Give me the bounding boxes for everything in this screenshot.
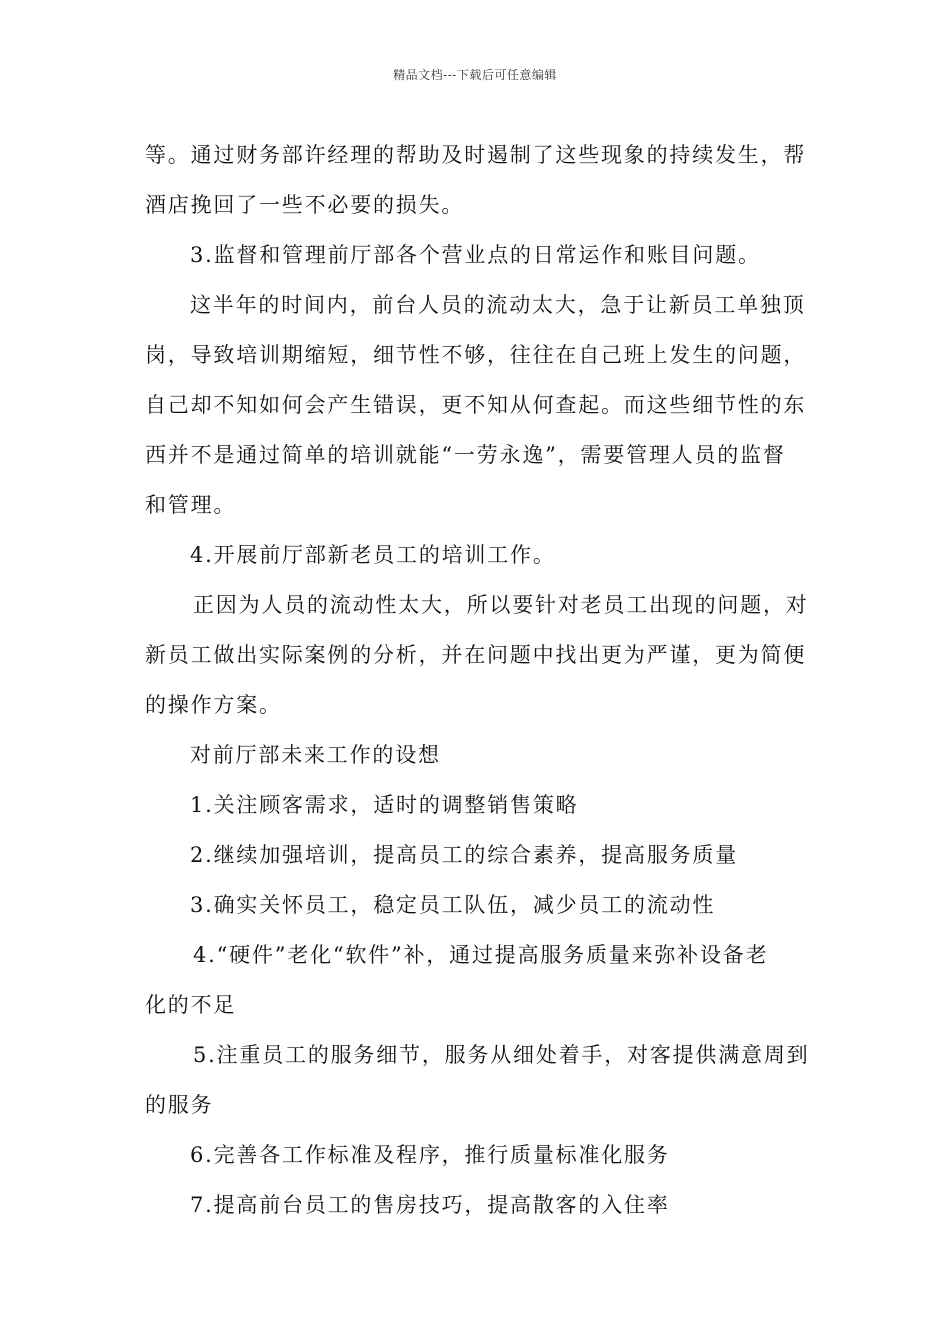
section-heading: 4.开展前厅部新老员工的培训工作。: [190, 543, 556, 567]
paragraph-line: 酒店挽回了一些不必要的损失。: [145, 193, 465, 217]
list-item: 4.“硬件”老化“软件”补，通过提高服务质量来弥补设备老: [193, 943, 769, 967]
list-item: 6.完善各工作标准及程序，推行质量标准化服务: [190, 1143, 670, 1167]
paragraph-line: 等。通过财务部许经理的帮助及时遏制了这些现象的持续发生，帮: [145, 143, 807, 167]
section-heading: 3.监督和管理前厅部各个营业点的日常运作和账目问题。: [190, 243, 761, 267]
paragraph-line: 这半年的时间内，前台人员的流动太大，急于让新员工单独顶: [190, 293, 806, 317]
list-item: 3.确实关怀员工，稳定员工队伍，减少员工的流动性: [190, 893, 716, 917]
list-item-continuation: 化的不足: [145, 993, 237, 1017]
paragraph-line: 正因为人员的流动性太大，所以要针对老员工出现的问题，对: [193, 593, 809, 617]
list-item: 5.注重员工的服务细节，服务从细处着手，对客提供满意周到: [193, 1043, 810, 1067]
section-title: 对前厅部未来工作的设想: [190, 743, 441, 767]
paragraph-line: 岗，导致培训期缩短，细节性不够，往往在自己班上发生的问题，: [145, 343, 807, 367]
list-item-continuation: 的服务: [145, 1093, 214, 1117]
page-header: 精品文档---下载后可任意编辑: [393, 68, 557, 82]
list-item: 1.关注顾客需求，适时的调整销售策略: [190, 793, 579, 817]
document-body: [145, 130, 810, 1230]
paragraph-line: 西并不是通过简单的培训就能“一劳永逸”，需要管理人员的监督: [145, 443, 786, 467]
list-item: 2.继续加强培训，提高员工的综合素养，提高服务质量: [190, 843, 739, 867]
paragraph-line: 和管理。: [145, 493, 237, 517]
list-item: 7.提高前台员工的售房技巧，提高散客的入住率: [190, 1193, 670, 1217]
paragraph-line: 的操作方案。: [145, 693, 282, 717]
paragraph-line: 新员工做出实际案例的分析，并在问题中找出更为严谨，更为简便: [145, 643, 807, 667]
paragraph-line: 自己却不知如何会产生错误，更不知从何查起。而这些细节性的东: [145, 393, 807, 417]
